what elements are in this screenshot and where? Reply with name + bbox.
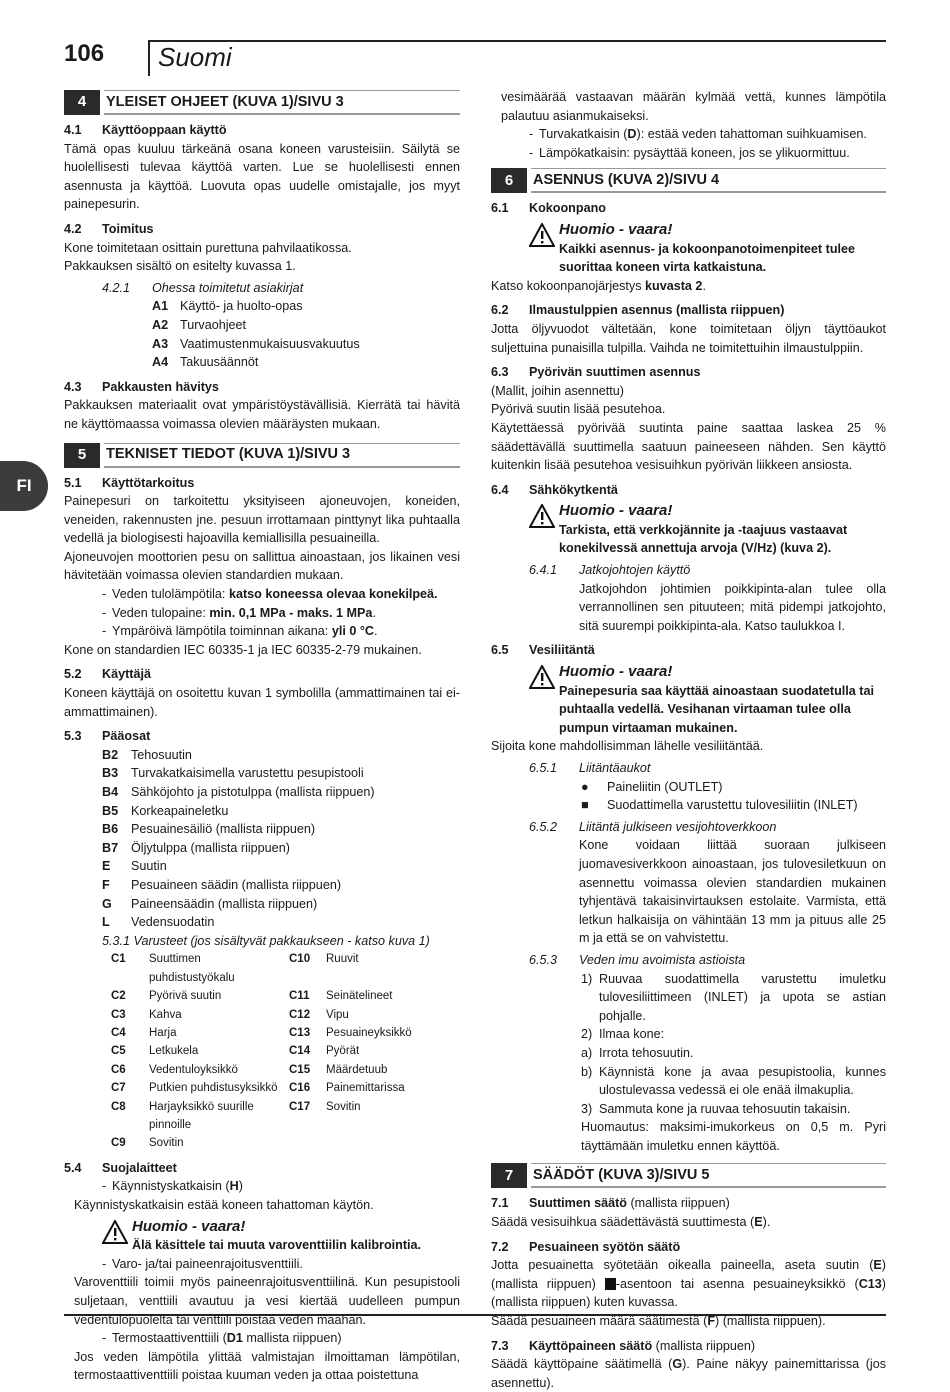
subheading-4-2-1: 4.2.1 Ohessa toimitetut asiakirjat — [102, 280, 304, 295]
warning-block — [529, 663, 886, 737]
paragraph: Säädä käyttöpaine säätimellä (G). Paine näkyy painemittarissa (jos asennettu). — [491, 1357, 887, 1390]
paragraph: Jatkojohdon johtimien poikkipinta-alan tulee olla verrannollinen sen pituuteen; mitä pidempi jatkojohto, sitä suurempi poikkipinta-ala. Katso taulukkoa I. — [579, 581, 886, 633]
subheading-6-5-1: 6.5.1 Liitäntäaukot — [529, 761, 651, 775]
heading-4-3: 4.3 Pakkausten hävitys — [64, 379, 219, 394]
paragraph: Säädä vesisuihkua säädettävästä suuttimesta (E). — [491, 1215, 771, 1230]
warning-text: Älä käsittele tai muuta varoventtiilin kalibrointia. — [132, 1238, 422, 1253]
paragraph: Käytettäessä pyörivää suutinta paine saattaa laskea 25 % säädettävällä suuttimella saatuun paineeseen nähden. Sen käyttö kuitenkin lisää pesutehoa vesisuihkun pyörivän liikkeen ansiosta. — [491, 420, 886, 473]
list-item: B2 Tehosuutin — [102, 747, 192, 762]
list-item: C5 Letkukela C14 Pyörät — [111, 1045, 360, 1058]
section-number: 5 — [64, 443, 100, 468]
list-item: ■ Suodattimella varustettu tulovesiliitin (INLET) — [581, 796, 886, 815]
paragraph: Kone voidaan liittää suoraan julkiseen juomavesiverkkoon ainoastaan, jos tulovesiletkuun on asennettu voimassa olevien standardien mukainen tyhjentävä takaisinvirtauksen estolaite. Varmista, että letkun halkaisija on vähintään 13 mm ja pituus alle 25 m ja että se on vahvistettu. — [579, 838, 886, 946]
paragraph: Pakkauksen materiaalit ovat ympäristöystävällisiä. Kierrätä tai hävitä ne käyttömaassa voimassa olevien määräysten mukaan. — [64, 398, 460, 431]
heading-5-4: 5.4 Suojalaitteet — [64, 1160, 177, 1175]
list-item: a) Irrota tehosuutin. — [581, 1045, 694, 1060]
list-item: L Vedensuodatin — [102, 915, 215, 930]
header-rule — [150, 40, 886, 42]
section-title: TEKNISET TIEDOT (KUVA 1)/SIVU 3 — [104, 443, 460, 468]
list-item: C1 Suuttimen puhdistustyökalu C10 Ruuvit — [111, 953, 359, 984]
section-4-header — [64, 90, 460, 115]
list-item: C6 Vedentuloyksikkö C15 Määrdetuub — [111, 1063, 388, 1076]
list-item: C2 Pyörivä suutin C11 Seinätelineet — [111, 990, 393, 1003]
paragraph: Säädä pesuaineen määrä säätimestä (F) (mallista riippuen). — [491, 1314, 826, 1329]
subheading-6-5-2: 6.5.2 Liitäntä julkiseen vesijohtoverkkoon — [529, 819, 777, 834]
heading-5-1: 5.1 Käyttötarkoitus — [64, 475, 195, 490]
paragraph: Sijoita kone mahdollisimman lähelle vesiliitäntää. — [491, 739, 764, 754]
paragraph: Kone on standardien IEC 60335-1 ja IEC 60335-2-79 mukainen. — [64, 642, 422, 657]
list-item: A1 Käyttö- ja huolto-opas — [152, 299, 303, 314]
heading-6-3: 6.3 Pyörivän suuttimen asennus — [491, 365, 701, 380]
warning-block — [529, 502, 886, 558]
warning-text: Kaikki asennus- ja kokoonpanotoimenpiteet tulee suorittaa koneen virta katkaistuna. — [559, 241, 856, 275]
square-bullet-icon: ■ — [581, 798, 589, 813]
heading-6-4: 6.4 Sähkökytkentä — [491, 482, 618, 497]
documents-list — [64, 297, 460, 371]
section-number: 4 — [64, 90, 100, 115]
section-number: 6 — [491, 168, 527, 193]
page-number: 106 — [64, 40, 105, 67]
heading-6-2: 6.2 Ilmaustulppien asennus (mallista riippuen) — [491, 303, 785, 318]
list-item: C8 Harjayksikkö suurille pinnoille C17 Sovitin — [111, 1100, 361, 1131]
list-item: B5 Korkeapaineletku — [102, 803, 229, 818]
paragraph: Jotta öljyvuodot vältetään, kone toimitetaan öljyn täyttöaukot suljettuina punaisilla tulpilla. Vaihda ne toimitettuihin ilmaustulppiin. — [491, 321, 886, 355]
list-item: B4 Sähköjohto ja pistotulppa (mallista riippuen) — [102, 785, 375, 799]
list-item: - Veden tulolämpötila: katso koneessa olevaa konekilpeä. — [102, 587, 438, 602]
section-title: SÄÄDÖT (KUVA 3)/SIVU 5 — [531, 1163, 886, 1188]
warning-triangle-icon — [529, 223, 559, 253]
subheading-5-3-1: 5.3.1 Varusteet (jos sisältyvät pakkaukseen - katso kuva 1) — [102, 933, 430, 948]
paragraph: Jos veden lämpötila ylittää valmistajan ilmoittaman lämpötilan, termostaattiventtiili poistaa kuuman veden ja ottaa poistettuna — [74, 1349, 460, 1383]
warning-title: Huomio - vaara! — [559, 663, 673, 681]
steps-list — [491, 970, 886, 1119]
paragraph: (Mallit, joihin asennettu) — [491, 383, 624, 398]
warning-block — [529, 221, 886, 277]
list-item: - Lämpökatkaisin: pysäyttää koneen, jos se ylikuormittuu. — [529, 145, 850, 160]
warning-triangle-icon — [102, 1220, 132, 1250]
list-item: G Paineensäädin (mallista riippuen) — [102, 896, 318, 911]
language-tab: FI — [0, 461, 48, 511]
paragraph: Käynnistyskatkaisin estää koneen tahattoman käytön. — [74, 1198, 374, 1212]
paragraph: Painepesuri on tarkoitettu yksityiseen ajoneuvojen, koneiden, veneiden, rakennusten jne. pesuun irrottamaan pinttynyt lika puhtaalla vedellä ja biologisesti hajoavilla kemiallisilla pesuaineilla. — [64, 494, 460, 546]
paragraph: Huomautus: maksimi-imukorkeus on 0,5 m. Pyri täyttämään imuletku ennen käyttöä. — [581, 1120, 886, 1153]
list-item: B7 Öljytulppa (mallista riippuen) — [102, 840, 290, 855]
circle-bullet-icon: ● — [581, 779, 589, 794]
list-item: C3 Kahva C12 Vipu — [111, 1008, 349, 1021]
list-item: ● Paineliitin (OUTLET) — [581, 778, 886, 797]
list-item: 2) Ilmaa kone: — [581, 1027, 665, 1042]
section-number: 7 — [491, 1163, 527, 1188]
list-item: - Termostaattiventtiili (D1 mallista riippuen) — [102, 1331, 342, 1346]
list-item: A3 Vaatimustenmukaisuusvakuutus — [152, 336, 360, 351]
section-title: ASENNUS (KUVA 2)/SIVU 4 — [531, 168, 886, 193]
paragraph: Koneen käyttäjä on osoitettu kuvan 1 symbolilla (ammattimainen tai ei-ammattimainen). — [64, 686, 460, 719]
list-item: C4 Harja C13 Pesuaineyksikkö — [111, 1026, 412, 1039]
paragraph: Tämä opas kuuluu tärkeänä osana koneen varusteisiin. Säilytä se huolellisesti tulevaa käyttöä varten. Lue se huolellisesti ennen asennusta ja käyttöä. Luovuta opas uudelle omistajalle, jos myyt painepesurin. — [64, 141, 460, 212]
header-divider — [148, 40, 150, 76]
list-item: - Käynnistyskatkaisin (H) — [102, 1179, 243, 1194]
paragraph: Pyörivä suutin lisää pesutehoa. — [491, 402, 666, 417]
paragraph: Varoventtiili toimii myös paineenrajoitusventtiilinä. Kun pesupistooli suljetaan, venttiili avautuu ja vesi kiertää uudelleen pumpun vedentulopuolelta tai venttiili poistaa veden maahan. — [74, 1275, 460, 1327]
heading-7-2: 7.2 Pesuaineen syötön säätö — [491, 1239, 681, 1254]
section-7-header — [491, 1163, 886, 1188]
list-item: A2 Turvaohjeet — [152, 317, 247, 332]
paragraph: vesimäärää vastaavan määrän kylmää vettä, kunnes lämpötila palautuu asianmukaiseksi. — [501, 90, 886, 123]
language-title: Suomi — [158, 42, 232, 72]
detergent-symbol-icon — [605, 1278, 616, 1290]
parts-list — [64, 746, 460, 932]
section-title: YLEISET OHJEET (KUVA 1)/SIVU 3 — [104, 90, 460, 115]
subheading-6-5-3: 6.5.3 Veden imu avoimista astioista — [529, 952, 746, 967]
list-item: A4 Takuusäännöt — [152, 355, 259, 370]
warning-block — [102, 1218, 460, 1255]
list-item: 1) Ruuvaa suodattimella varustettu imuletku tulovesiliittimeen (INLET) ja upota se astian pohjalle. — [581, 971, 886, 1023]
list-item: F Pesuaineen säädin (mallista riippuen) — [102, 877, 342, 892]
list-item: C9 Sovitin — [111, 1137, 184, 1150]
heading-7-1: 7.1 Suuttimen säätö (mallista riippuen) — [491, 1196, 730, 1211]
warning-text: Painepesuria saa käyttää ainoastaan suodatetulla tai puhtaalla vedellä. Vesihanan virtaaman tulee olla pumpun virtaaman mukainen. — [559, 683, 874, 735]
heading-7-3: 7.3 Käyttöpaineen säätö (mallista riippuen) — [491, 1338, 756, 1353]
heading-6-5: 6.5 Vesiliitäntä — [491, 643, 595, 658]
left-column — [64, 90, 460, 1385]
heading-4-2: 4.2 Toimitus — [64, 221, 154, 236]
subheading-6-4-1: 6.4.1 Jatkojohtojen käyttö — [529, 563, 691, 578]
paragraph: Jotta pesuainetta syötetään oikealla paineella, aseta suutin (E) (mallista riippuen) -asentoon tai asenna pesuaineyksikkö (C13) (mallista riippuen) kuten kuvassa. — [491, 1258, 886, 1310]
accessories-list — [64, 950, 460, 1152]
heading-5-2: 5.2 Käyttäjä — [64, 667, 151, 682]
warning-title: Huomio - vaara! — [559, 220, 673, 238]
paragraph: Kone toimitetaan osittain purettuna pahvilaatikossa. — [64, 240, 352, 255]
list-item: 3) Sammuta kone ja ruuvaa tehosuutin takaisin. — [581, 1101, 851, 1116]
list-item: - Veden tulopaine: min. 0,1 MPa - maks. 1 MPa. — [102, 605, 376, 620]
list-item: - Turvakatkaisin (D): estää veden tahattoman suihkuamisen. — [529, 127, 867, 142]
heading-5-3: 5.3 Pääosat — [64, 729, 151, 744]
warning-title: Huomio - vaara! — [559, 502, 673, 520]
list-item: - Ympäröivä lämpötila toiminnan aikana: yli 0 °C. — [102, 624, 378, 639]
paragraph: Katso kokoonpanojärjestys kuvasta 2. — [491, 278, 706, 293]
list-item: C7 Putkien puhdistusyksikkö C16 Painemittarissa — [111, 1082, 405, 1095]
warning-title: Huomio - vaara! — [132, 1217, 246, 1235]
warning-text: Tarkista, että verkkojännite ja -taajuus vastaavat konekilvessä annettuja arvoja (V/Hz) (kuva 2). — [559, 522, 848, 556]
paragraph: Ajoneuvojen moottorien pesu on sallittua ainoastaan, jos likainen vesi hävitetään voimassa olevien standardien mukaan. — [64, 549, 460, 583]
list-item: B6 Pesuainesäiliö (mallista riippuen) — [102, 822, 316, 837]
paragraph: Pakkauksen sisältö on esitelty kuvassa 1. — [64, 259, 296, 274]
list-item: b) Käynnistä kone ja avaa pesupistoolia, kunnes ulostulevassa vedessä ei ole enää ilmakuplia. — [581, 1064, 886, 1098]
list-item: E Suutin — [102, 859, 167, 874]
right-column — [491, 88, 886, 1392]
list-item: B3 Turvakatkaisimella varustettu pesupistooli — [102, 766, 364, 781]
heading-6-1: 6.1 Kokoonpano — [491, 201, 606, 216]
list-item: - Varo- ja/tai paineenrajoitusventtiili. — [102, 1256, 303, 1271]
section-5-header — [64, 443, 460, 468]
heading-4-1: 4.1 Käyttöoppaan käyttö — [64, 123, 227, 137]
warning-triangle-icon — [529, 665, 559, 695]
section-6-header — [491, 168, 886, 193]
warning-triangle-icon — [529, 504, 559, 534]
